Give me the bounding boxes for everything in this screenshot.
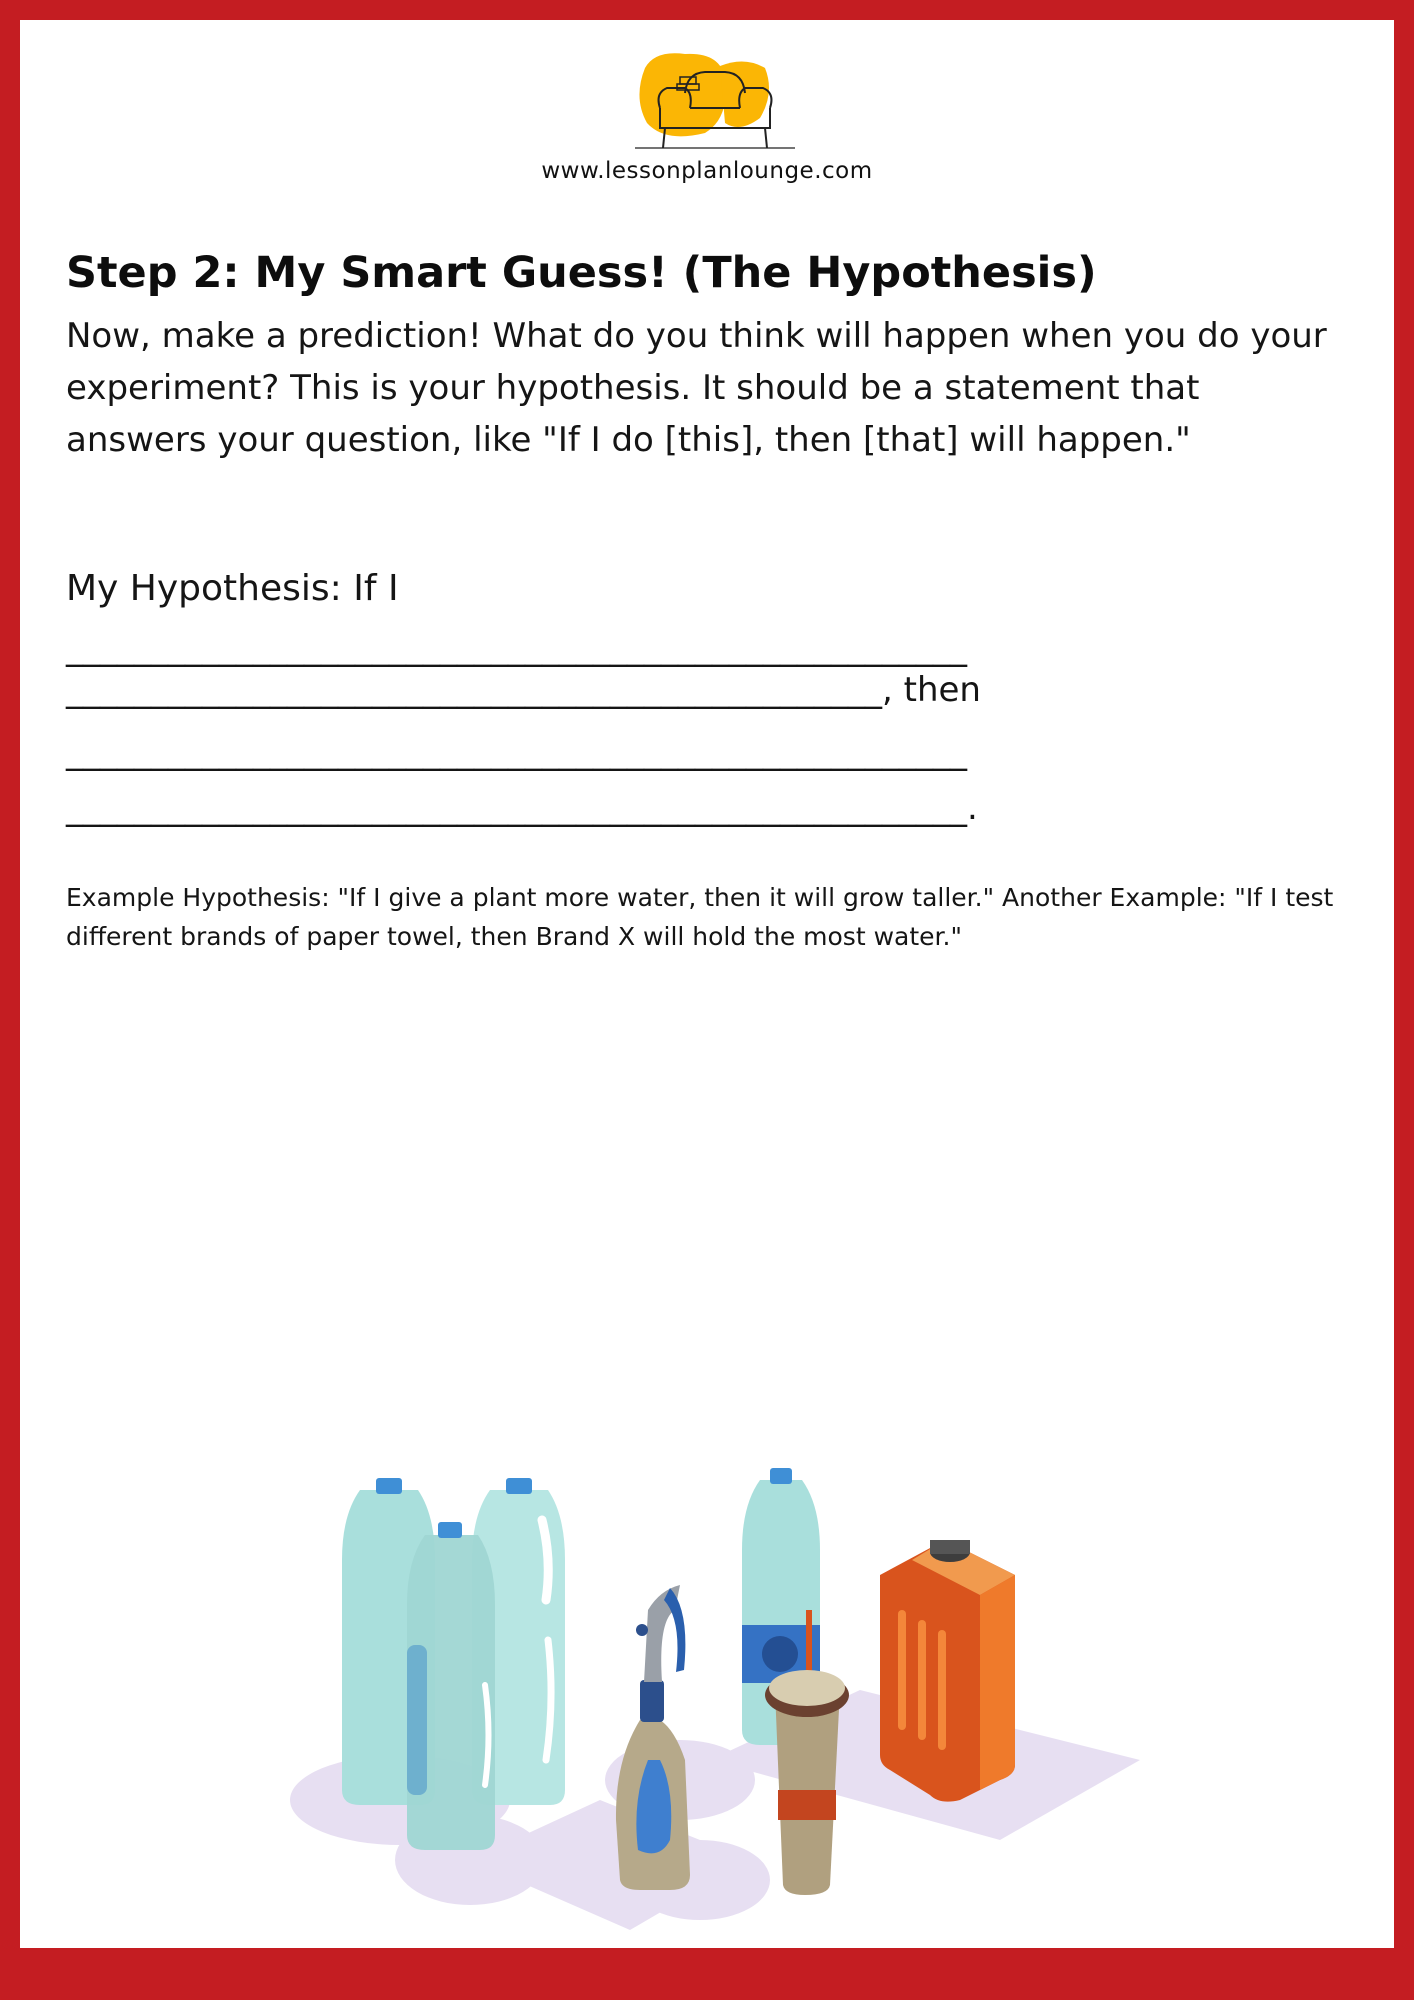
- hypothesis-blank-line-2: ________________________________________________, then: [66, 670, 981, 710]
- step-title: Step 2: My Smart Guess! (The Hypothesis): [66, 248, 1097, 298]
- hypothesis-blank-line-1: _____________________________________________________: [66, 628, 967, 668]
- sofa-logo-icon: [625, 48, 805, 163]
- water-bottles-icon: [342, 1478, 565, 1850]
- containers-illustration: [280, 1460, 1160, 1940]
- hypothesis-blank-line-3: _____________________________________________________: [66, 732, 967, 772]
- example-hypothesis: Example Hypothesis: "If I give a plant more water, then it will grow taller." Another Example: "If I test different brands of paper towel, then Brand X will hold the most water.": [66, 883, 1334, 951]
- jerrycan-icon: [880, 1540, 1015, 1802]
- step-instructions: Now, make a prediction! What do you think will happen when you do your experiment? This is your hypothesis. It should be a statement that answers your question, like "If I do [this], then [that] will happen.": [66, 316, 1327, 460]
- site-url: www.lessonplanlounge.com: [541, 158, 873, 184]
- spray-bottle-icon: [616, 1585, 690, 1890]
- worksheet-page: [20, 20, 1394, 1948]
- hypothesis-blank-line-4: _____________________________________________________.: [66, 788, 978, 828]
- hypothesis-label: My Hypothesis: If I: [66, 568, 399, 609]
